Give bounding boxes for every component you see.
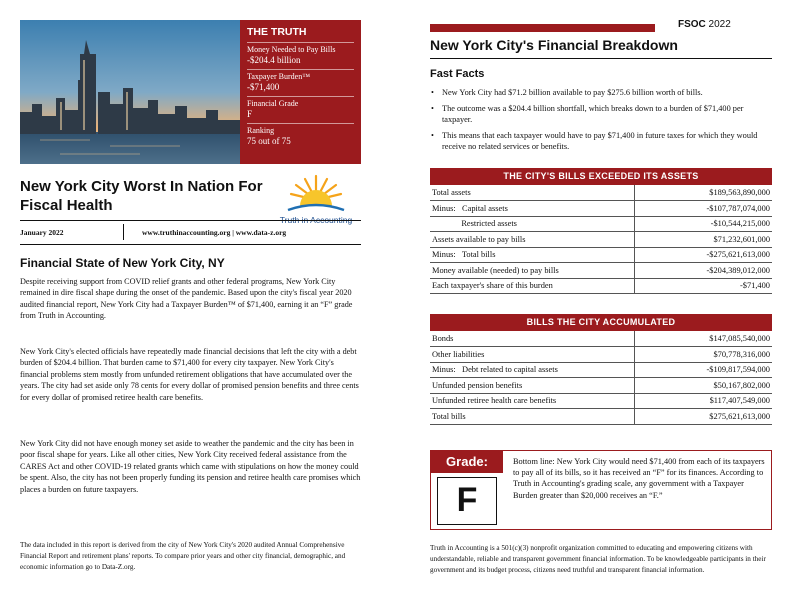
- row-value: -$71,400: [634, 278, 772, 294]
- breakdown-title: New York City's Financial Breakdown: [430, 37, 678, 53]
- bills-accumulated-table: [430, 314, 772, 425]
- row-label: Minus: Debt related to capital assets: [430, 362, 634, 378]
- table-row: [430, 263, 772, 279]
- row-label: Minus: Total bills: [430, 247, 634, 263]
- websites-link[interactable]: www.truthinaccounting.org | www.data-z.org: [142, 227, 287, 237]
- row-value: $70,778,316,000: [634, 347, 772, 363]
- accent-bar: [430, 24, 655, 32]
- report-date: January 2022: [20, 227, 64, 237]
- fast-facts-list: [430, 87, 772, 157]
- row-label: Unfunded pension benefits: [430, 378, 634, 394]
- truth-taxpayer-burden: [247, 69, 354, 93]
- row-label: Assets available to pay bills: [430, 232, 634, 248]
- row-label: Other liabilities: [430, 347, 634, 363]
- body-paragraph: Despite receiving support from COVID relief grants and other federal programs, New York City remained in dire fiscal shape during the onset of the pandemic. Based upon the city's fiscal year 2020 audited financial report, New York City had a Taxpayer Burden™ of $71,400, earning it an “F” grade from Truth in Accounting.: [20, 277, 353, 321]
- row-value: -$275,621,613,000: [634, 247, 772, 263]
- row-value: -$107,787,074,000: [634, 201, 772, 217]
- body-paragraph: New York City's elected officials have repeatedly made financial decisions that left the city with a debt burden of $204.4 billion. That burden came to $71,400 for every city taxpayer. New York City's financial problems stem mostly from unfunded retirement obligations that have accumulated over the years. The city had set aside only 78 cents for every dollar of promised pension benefits and three cents for every dollar of promised retiree health care benefits.: [20, 347, 359, 402]
- right-page: [396, 0, 792, 612]
- row-value: $50,167,802,000: [634, 378, 772, 394]
- row-value: $275,621,613,000: [634, 409, 772, 425]
- divider: [20, 244, 361, 245]
- truth-label: Taxpayer Burden™: [247, 72, 311, 81]
- table-row: [430, 378, 772, 394]
- organization-footer: Truth in Accounting is a 501(c)(3) nonprofit organization committed to educating and empowering citizens with understandable, reliable and transparent government financial information. To be knowledgeable participants in their government and its budget process, citizens need truthful and transparent financial information.: [430, 544, 766, 574]
- fsoc-label: [678, 19, 731, 30]
- list-item: • This means that each taxpayer would have to pay $71,400 in future taxes for which they would receive no related services or benefits.: [430, 130, 772, 152]
- truth-value: 75 out of 75: [247, 136, 291, 146]
- table-heading: BILLS THE CITY ACCUMULATED: [430, 314, 772, 331]
- divider: [430, 58, 772, 59]
- fsoc-year: 2022: [705, 19, 731, 30]
- table-row: [430, 362, 772, 378]
- row-label: Total assets: [430, 185, 634, 201]
- truth-label: Financial Grade: [247, 99, 299, 108]
- truth-in-accounting-logo: [276, 170, 356, 230]
- table-row: [430, 216, 772, 232]
- list-item: • The outcome was a $204.4 billion shortfall, which breaks down to a burden of $71,400 per taxpayer.: [430, 103, 772, 125]
- date-and-websites: [20, 222, 361, 242]
- grade-label: Grade:: [431, 451, 503, 473]
- logo-text: Truth in Accounting: [279, 215, 353, 225]
- truth-financial-grade: [247, 96, 354, 120]
- row-label: Total bills: [430, 409, 634, 425]
- body-paragraph: New York City did not have enough money set aside to weather the pandemic and the city has been in poor fiscal shape for years. Like all other cities, New York City received federal assistance from the CARES Act and other COVID-19 related grants which came with stipulations on how the money could be spent. Also, the city has not been properly funding its pension and retiree health care promises which places a burden on future taxpayers.: [20, 439, 361, 494]
- row-value: -$109,817,594,000: [634, 362, 772, 378]
- truth-ranking: [247, 123, 354, 147]
- grade-explanation: Bottom line: New York City would need $71,400 from each of its taxpayers to pay all of its bills, so it has received an “F” for its finances. According to Truth in Accounting's grading scale, any government with a Taxpayer Burden greater than $20,000 receives an “F.”: [513, 457, 765, 500]
- grade-letter: F: [437, 477, 497, 525]
- truth-label: Money Needed to Pay Bills: [247, 45, 336, 54]
- row-label: Money available (needed) to pay bills: [430, 263, 634, 279]
- row-value: -$204,389,012,000: [634, 263, 772, 279]
- table-row: [430, 201, 772, 217]
- row-value: -$10,544,215,000: [634, 216, 772, 232]
- row-value: $147,085,540,000: [634, 331, 772, 347]
- fsoc-bold: FSOC: [678, 19, 706, 30]
- row-value: $189,563,890,000: [634, 185, 772, 201]
- truth-value: -$71,400: [247, 82, 280, 92]
- row-label: Bonds: [430, 331, 634, 347]
- table-row: [430, 393, 772, 409]
- truth-money-needed: [247, 42, 354, 66]
- table-row: [430, 409, 772, 425]
- city-skyline-image: [20, 20, 240, 164]
- the-truth-panel: [240, 20, 361, 164]
- fast-facts-heading: Fast Facts: [430, 68, 485, 80]
- bills-exceeded-assets-table: [430, 168, 772, 294]
- report-title: New York City Worst In Nation For Fiscal Health: [20, 178, 263, 214]
- table-row: [430, 185, 772, 201]
- table-row: [430, 347, 772, 363]
- list-item: • New York City had $71.2 billion available to pay $275.6 billion worth of bills.: [430, 87, 772, 98]
- row-value: $117,407,549,000: [634, 393, 772, 409]
- truth-value: -$204.4 billion: [247, 55, 301, 65]
- table-heading: THE CITY'S BILLS EXCEEDED ITS ASSETS: [430, 168, 772, 185]
- table-row: [430, 247, 772, 263]
- table-row: [430, 232, 772, 248]
- data-footnote: The data included in this report is derived from the city of New York City's 2020 audited Annual Comprehensive Financial Report and retirement plans' reports. To compare prior years and other city financial, demographic, and economic information go to Data-Z.org.: [20, 541, 346, 571]
- section-heading: Financial State of New York City, NY: [20, 256, 225, 270]
- divider: [20, 220, 361, 221]
- divider: [123, 224, 124, 240]
- truth-title: THE TRUTH: [247, 26, 307, 38]
- grade-panel: [430, 450, 772, 530]
- truth-value: F: [247, 109, 253, 119]
- row-label: Unfunded retiree health care benefits: [430, 393, 634, 409]
- truth-label: Ranking: [247, 126, 275, 135]
- table-row: [430, 331, 772, 347]
- row-label: Each taxpayer's share of this burden: [430, 278, 634, 294]
- table-row: [430, 278, 772, 294]
- row-label: Restricted assets: [430, 216, 634, 232]
- row-value: $71,232,601,000: [634, 232, 772, 248]
- row-label: Minus: Capital assets: [430, 201, 634, 217]
